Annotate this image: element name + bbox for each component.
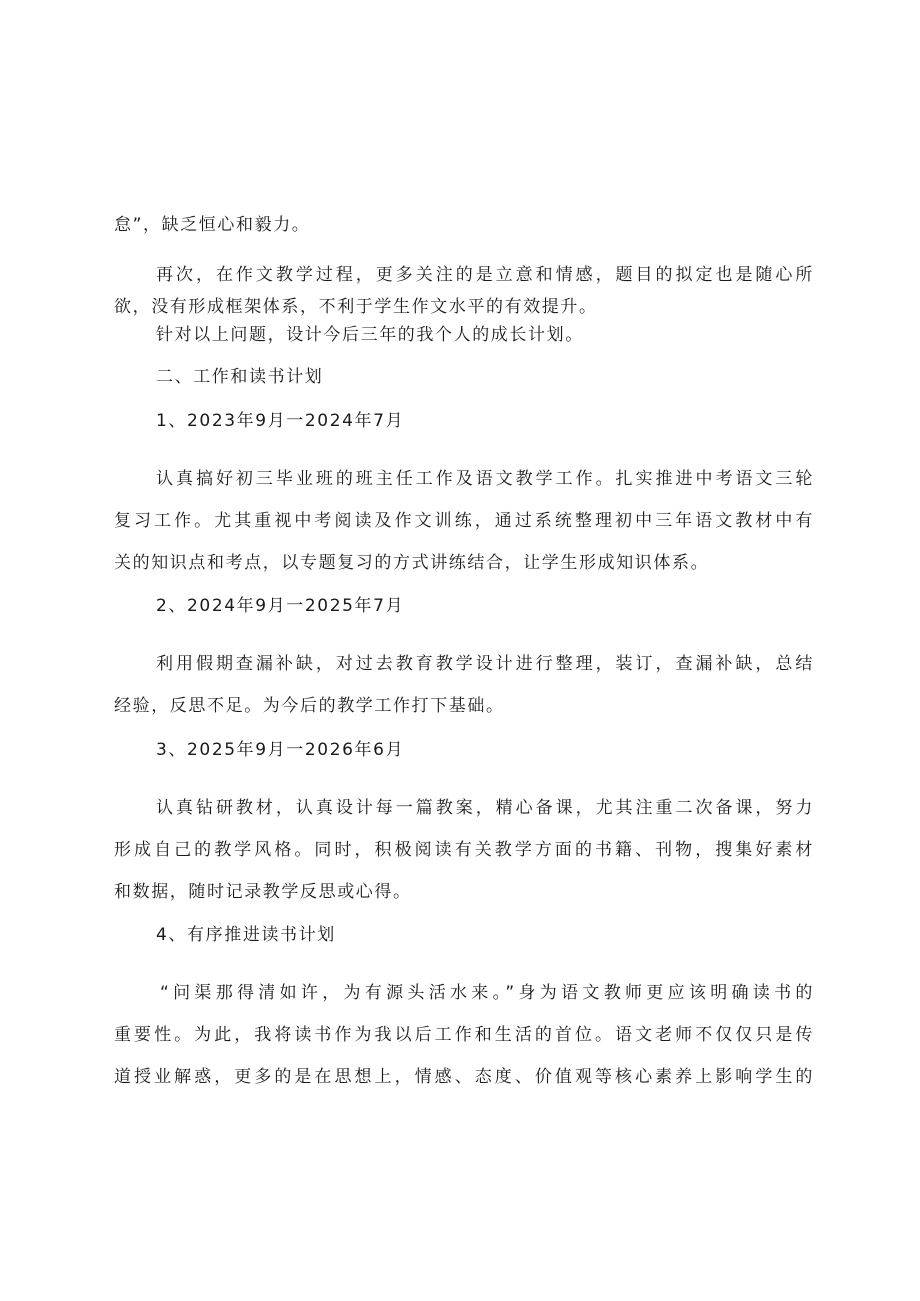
text-line: 形成自己的教学风格。同时，积极阅读有关教学方面的书籍、刊物，搜集好素材 <box>114 840 814 860</box>
item3-body <box>114 787 814 913</box>
text-line: 经验，反思不足。为今后的教学工作打下基础。 <box>114 696 505 716</box>
item4-heading <box>114 914 814 956</box>
item-heading: 4、有序推进读书计划 <box>156 925 336 945</box>
text-line: 重要性。为此，我将读书作为我以后工作和生活的首位。语文老师不仅仅只是传 <box>114 1025 814 1045</box>
text-line: 和数据，随时记录教学反思或心得。 <box>114 882 412 902</box>
item1-heading <box>114 400 814 442</box>
item3-heading <box>114 729 814 771</box>
item2-body <box>114 643 814 727</box>
text-line: 怠”，缺乏恒心和毅力。 <box>114 215 311 235</box>
text-line: 道授业解惑，更多的是在思想上，情感、态度、价值观等核心素养上影响学生的 <box>114 1067 814 1087</box>
text-line: 欲，没有形成框架体系，不利于学生作文水平的有效提升。 <box>114 297 598 317</box>
text-line: 认真搞好初三毕业班的班主任工作及语文教学工作。扎实推进中考语文三轮 <box>156 469 814 489</box>
section-heading <box>114 356 814 398</box>
text-line: “问渠那得清如许，为有源头活水来。”身为语文教师更应该明确读书的 <box>160 983 814 1003</box>
text-line: 关的知识点和考点，以专题复习的方式讲练结合，让学生形成知识体系。 <box>114 553 710 573</box>
item-heading: 2、2024年9月一2025年7月 <box>156 596 405 616</box>
text-line: 针对以上问题，设计今后三年的我个人的成长计划。 <box>156 325 584 345</box>
paragraph-plan-intro <box>114 314 814 356</box>
item4-body <box>114 972 814 1098</box>
text-line: 认真钻研教材，认真设计每一篇教案，精心备课，尤其注重二次备课，努力 <box>156 798 814 818</box>
section-title: 二、工作和读书计划 <box>156 367 324 387</box>
item2-heading <box>114 585 814 627</box>
item1-body <box>114 458 814 584</box>
item-heading: 1、2023年9月一2024年7月 <box>156 411 405 431</box>
paragraph-continuation <box>114 204 814 246</box>
text-line: 利用假期查漏补缺，对过去教育教学设计进行整理，装订，查漏补缺，总结 <box>156 654 814 674</box>
text-line: 再次，在作文教学过程，更多关注的是立意和情感，题目的拟定也是随心所 <box>156 265 814 285</box>
text-line: 复习工作。尤其重视中考阅读及作文训练，通过系统整理初中三年语文教材中有 <box>114 511 814 531</box>
item-heading: 3、2025年9月一2026年6月 <box>156 740 405 760</box>
